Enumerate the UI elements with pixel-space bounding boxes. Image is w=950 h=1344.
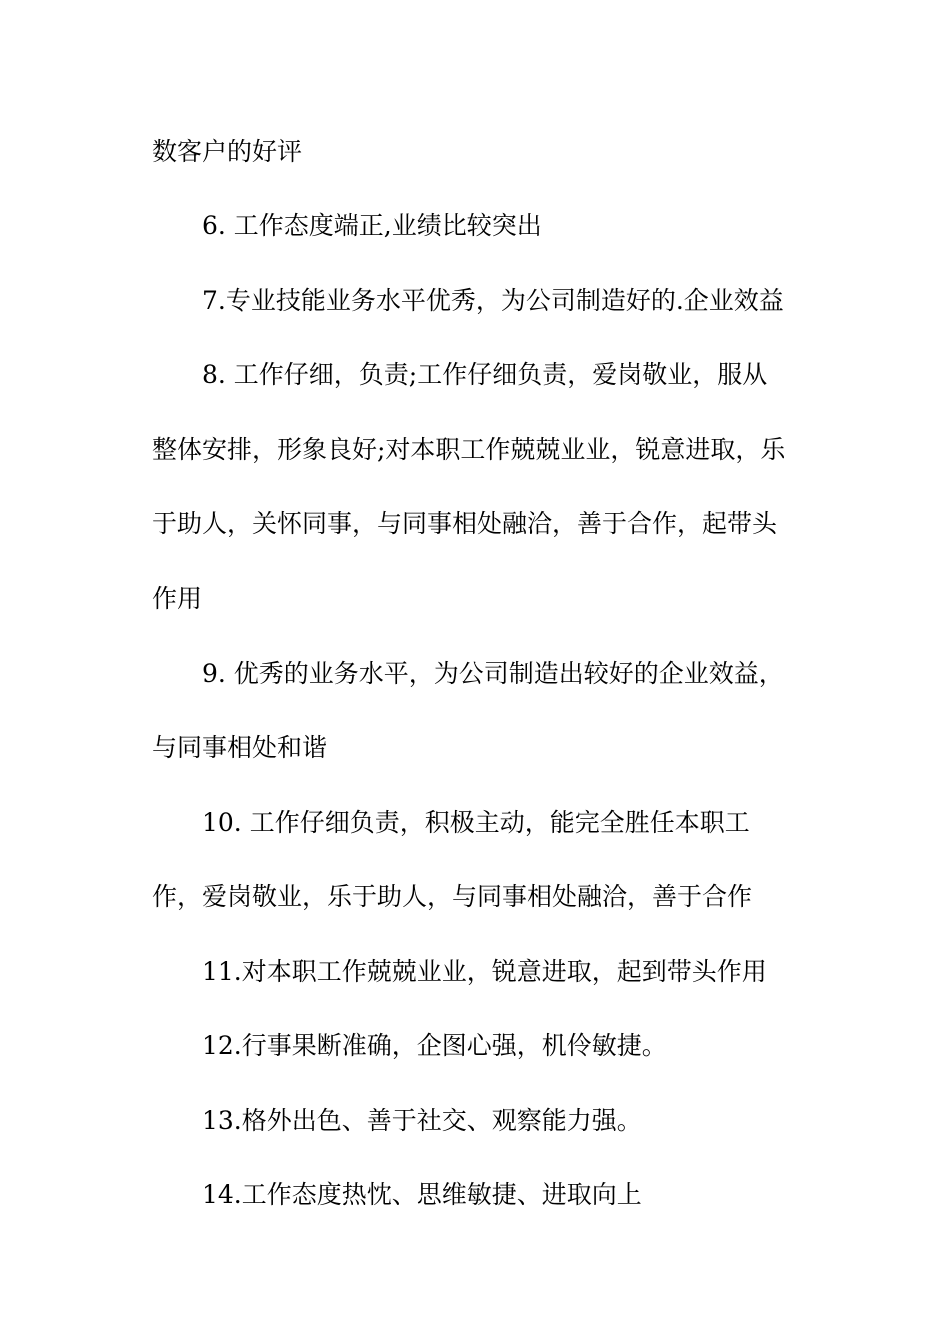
text-line: 作用 — [152, 584, 203, 613]
list-item-14: 14.工作态度热忱、思维敏捷、进取向上 — [202, 1180, 642, 1209]
text-line: 数客户的好评 — [152, 137, 303, 166]
list-item-10: 10. 工作仔细负责，积极主动，能完全胜任本职工 — [202, 808, 750, 837]
text-line: 与同事相处和谐 — [152, 733, 328, 762]
list-item-9: 9. 优秀的业务水平，为公司制造出较好的企业效益， — [202, 659, 784, 688]
text-line: 作，爱岗敬业，乐于助人，与同事相处融洽，善于合作 — [152, 882, 753, 911]
list-item-7: 7.专业技能业务水平优秀，为公司制造好的.企业效益 — [202, 286, 784, 315]
list-item-8: 8. 工作仔细，负责;工作仔细负责，爱岗敬业，服从 — [202, 360, 768, 389]
list-item-11: 11.对本职工作兢兢业业，锐意进取，起到带头作用 — [202, 957, 767, 986]
list-item-12: 12.行事果断准确，企图心强，机伶敏捷。 — [202, 1031, 667, 1060]
text-line: 于助人，关怀同事，与同事相处融洽，善于合作，起带头 — [152, 509, 778, 538]
text-line: 整体安排，形象良好;对本职工作兢兢业业，锐意进取，乐 — [152, 435, 786, 464]
list-item-6: 6. 工作态度端正,业绩比较突出 — [202, 211, 542, 240]
list-item-13: 13.格外出色、善于社交、观察能力强。 — [202, 1106, 642, 1135]
